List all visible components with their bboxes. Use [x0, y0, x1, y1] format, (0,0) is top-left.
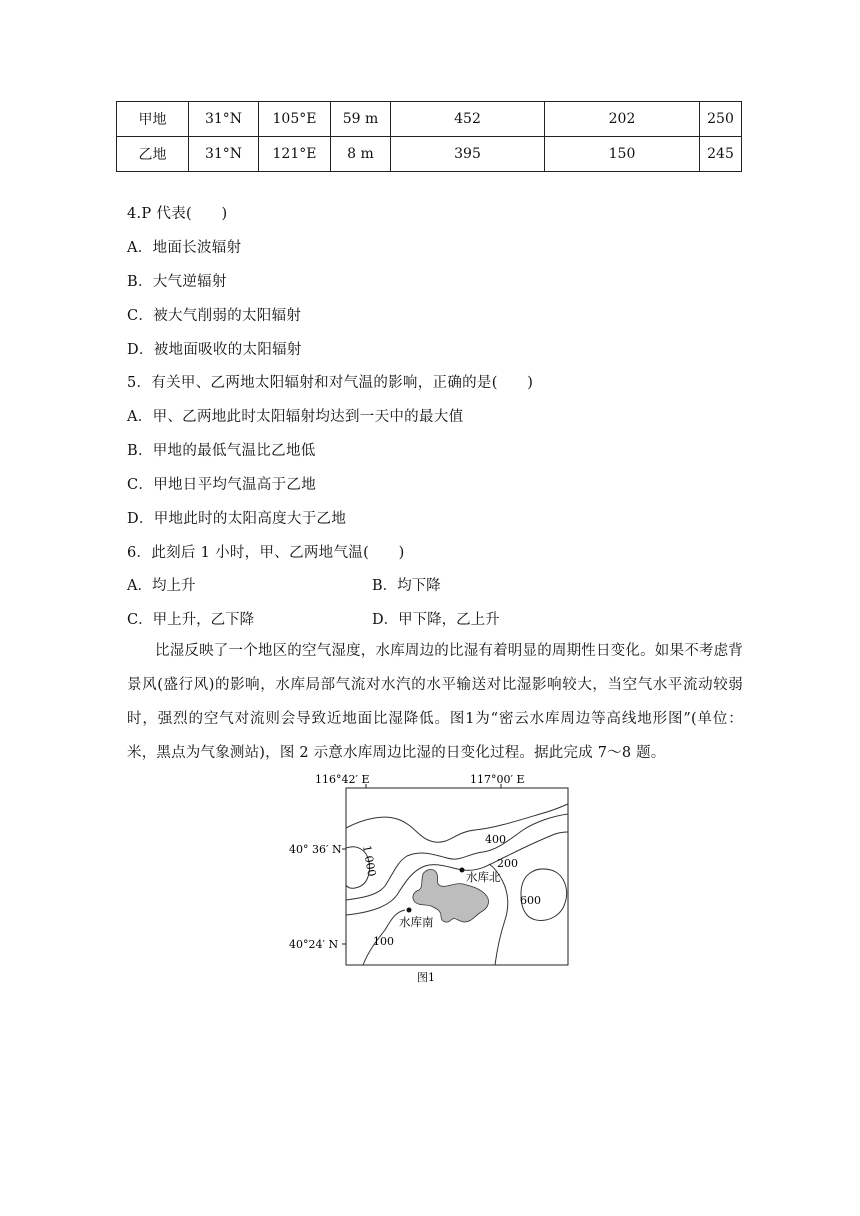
question-5-option-a: A．甲、乙两地此时太阳辐射均达到一天中的最大值 [127, 409, 464, 425]
table-cell: 452 [391, 102, 545, 137]
figure-caption: 图1 [417, 971, 435, 984]
data-table [116, 101, 742, 172]
question-4-option-d: D．被地面吸收的太阳辐射 [127, 342, 302, 358]
question-6-option-d: D．甲下降，乙上升 [372, 612, 500, 628]
table-row [117, 102, 742, 137]
question-5-option-c: C．甲地日平均气温高于乙地 [127, 477, 316, 493]
table-cell: 121°E [259, 137, 331, 172]
question-5-option-b: B．甲地的最低气温比乙地低 [127, 443, 316, 459]
lon-label-left: 116°42′ E [315, 773, 370, 786]
question-4-option-c: C．被大气削弱的太阳辐射 [127, 308, 302, 324]
question-6-option-a: A．均上升 [127, 578, 196, 594]
question-5-stem: 5．有关甲、乙两地太阳辐射和对气温的影响，正确的是( ) [127, 375, 534, 391]
table-cell: 395 [391, 137, 545, 172]
table-cell: 105°E [259, 102, 331, 137]
table-cell: 59 m [331, 102, 391, 137]
question-6-option-c: C．甲上升，乙下降 [127, 612, 255, 628]
table-cell: 245 [700, 137, 742, 172]
table-cell: 31°N [189, 137, 259, 172]
table-cell: 甲地 [117, 102, 189, 137]
contour-label-400: 400 [485, 833, 506, 846]
lat-label-top: 40° 36′ N [289, 843, 342, 856]
station-south-label: 水库南 [399, 915, 434, 929]
lat-label-bottom: 40°24′ N [289, 938, 339, 951]
table-row [117, 137, 742, 172]
table-cell: 31°N [189, 102, 259, 137]
question-6-stem: 6．此刻后 1 小时，甲、乙两地气温( ) [127, 545, 405, 561]
table-cell: 150 [545, 137, 700, 172]
question-4-option-b: B．大气逆辐射 [127, 274, 227, 290]
question-4-option-a: A．地面长波辐射 [127, 240, 242, 256]
contour-label-100: 100 [373, 935, 394, 948]
contour-label-200: 200 [497, 857, 518, 870]
table-cell: 8 m [331, 137, 391, 172]
reading-paragraph: 比湿反映了一个地区的空气湿度，水库周边的比湿有着明显的周期性日变化。如果不考虑背景风(盛行风)的影响，水库局部气流对水汽的水平输送对比湿影响较大，当空气水平流动较弱时，强烈的空气对流则会导致近地面比湿降低。图1为“密云水库周边等高线地形图”(单位：米，黑点为气象测站)，图 2 示意水库周边比湿的日变化过程。据此完成 7～8 题。 [127, 643, 743, 761]
contour-map-figure [285, 770, 575, 990]
station-north-dot [460, 868, 465, 873]
question-6-option-b: B．均下降 [372, 578, 441, 594]
table-cell: 250 [700, 102, 742, 137]
question-5-option-d: D．甲地此时的太阳高度大于乙地 [127, 511, 347, 527]
table-cell: 乙地 [117, 137, 189, 172]
contour-label-600: 600 [520, 894, 541, 907]
station-north-label: 水库北 [466, 870, 501, 884]
contour-label-1000: 1 000 [360, 844, 379, 878]
table-cell: 202 [545, 102, 700, 137]
station-south-dot [407, 908, 412, 913]
question-4-stem: 4.P 代表( ) [127, 206, 228, 222]
lon-label-right: 117°00′ E [470, 773, 525, 786]
